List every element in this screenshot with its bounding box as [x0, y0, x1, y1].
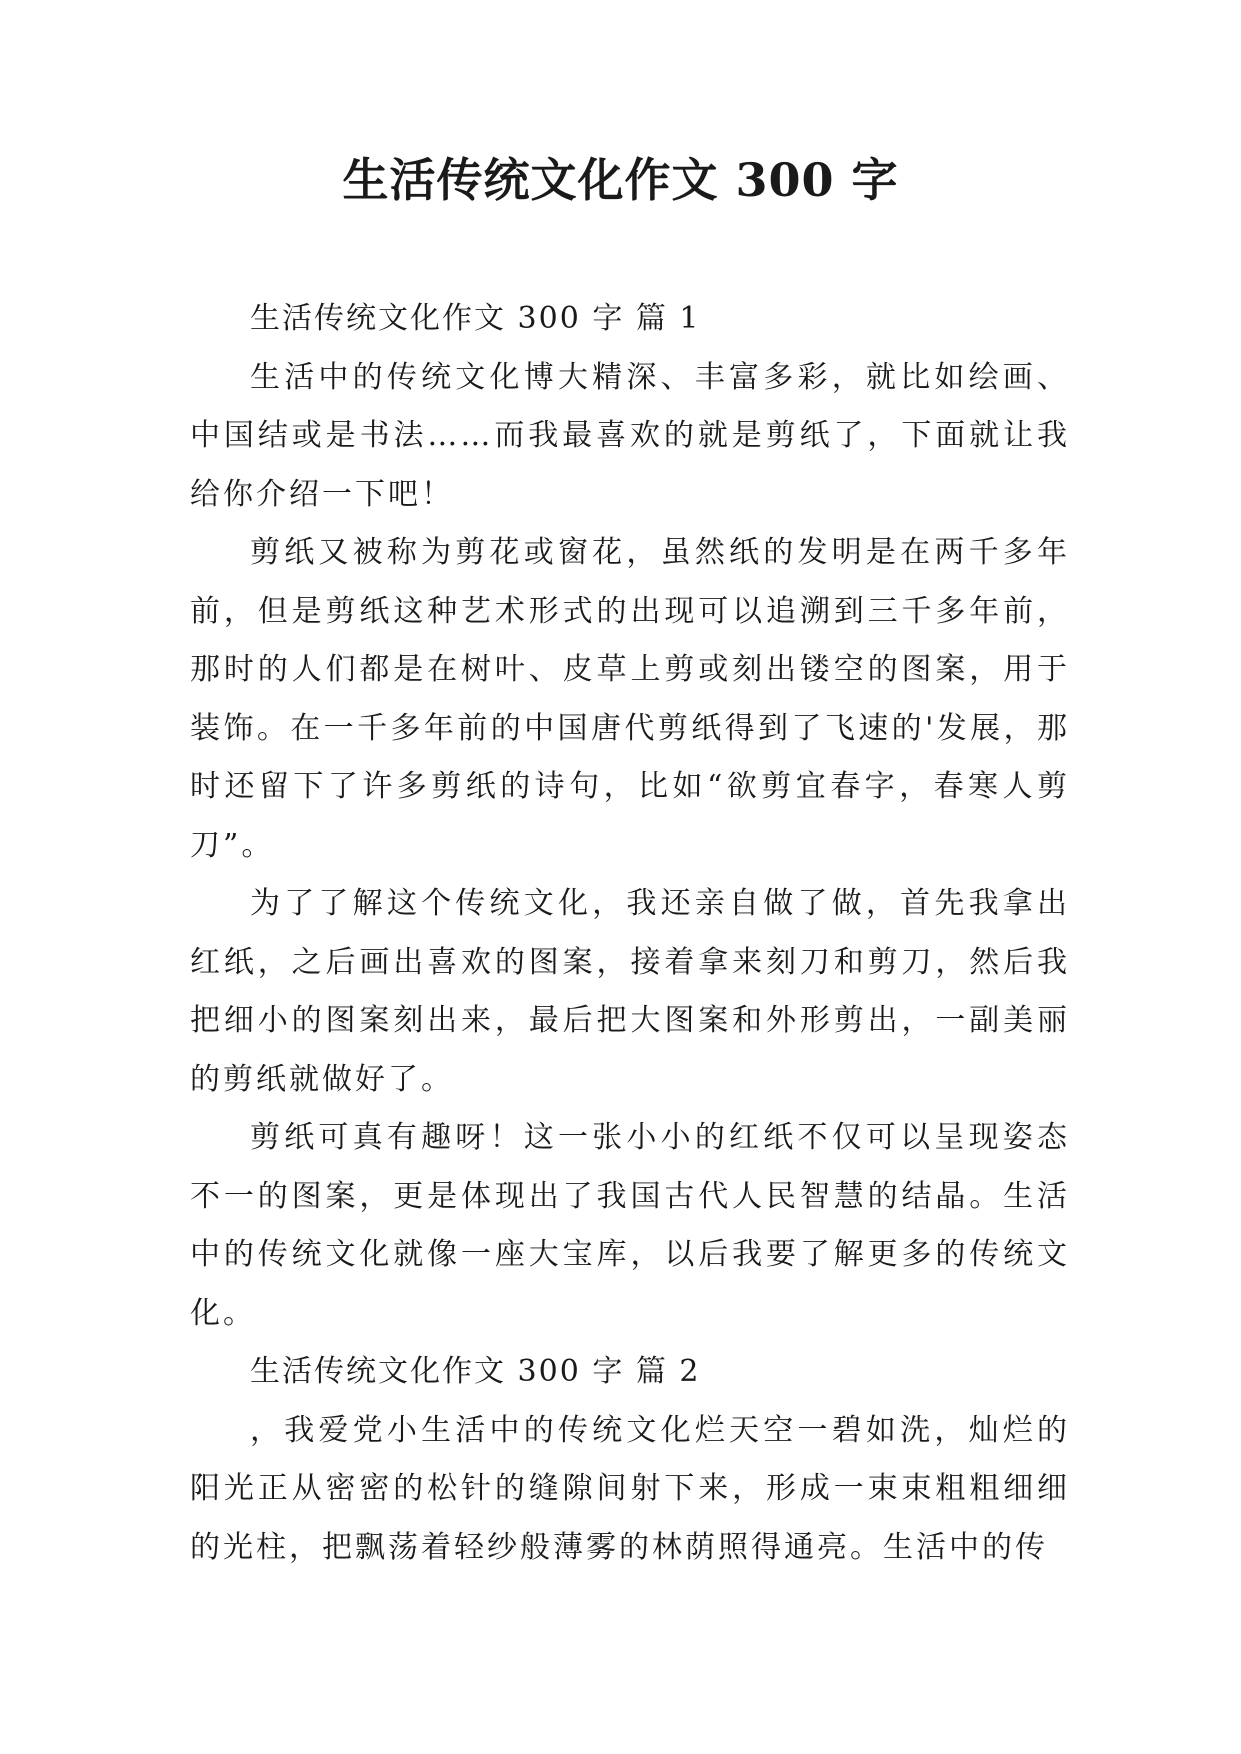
document-body	[190, 290, 1070, 1577]
document-title: 生活传统文化作文 300 字	[342, 153, 899, 207]
paragraph-making: 为了了解这个传统文化，我还亲自做了做，首先我拿出红纸，之后画出喜欢的图案，接着拿来刻刀和剪刀，然后我把细小的图案刻出来，最后把大图案和外形剪出，一副美丽的剪纸就做好了。	[190, 886, 1070, 1097]
section-heading-2: 生活传统文化作文 300 字 篇 2	[250, 1354, 701, 1389]
paragraph-history: 剪纸又被称为剪花或窗花，虽然纸的发明是在两千多年前，但是剪纸这种艺术形式的出现可以追溯到三千多年前，那时的人们都是在树叶、皮草上剪或刻出镂空的图案，用于装饰。在一千多年前的中国唐代剪纸得到了飞速的'发展，那时还留下了许多剪纸的诗句，比如“欲剪宜春字，春寒人剪刀”。	[190, 535, 1070, 863]
section-heading-1: 生活传统文化作文 300 字 篇 1	[250, 301, 701, 336]
paragraph-essay-2: ，我爱党小生活中的传统文化烂天空一碧如洗，灿烂的阳光正从密密的松针的缝隙间射下来，形成一束束粗粗细细的光柱，把飘荡着轻纱般薄雾的林荫照得通亮。生活中的传	[190, 1412, 1070, 1565]
paragraph-conclusion: 剪纸可真有趣呀！这一张小小的红纸不仅可以呈现姿态不一的图案，更是体现出了我国古代人民智慧的结晶。生活中的传统文化就像一座大宝库，以后我要了解更多的传统文化。	[190, 1120, 1070, 1331]
paragraph-intro: 生活中的传统文化博大精深、丰富多彩，就比如绘画、中国结或是书法……而我最喜欢的就是剪纸了，下面就让我给你介绍一下吧！	[190, 359, 1070, 512]
